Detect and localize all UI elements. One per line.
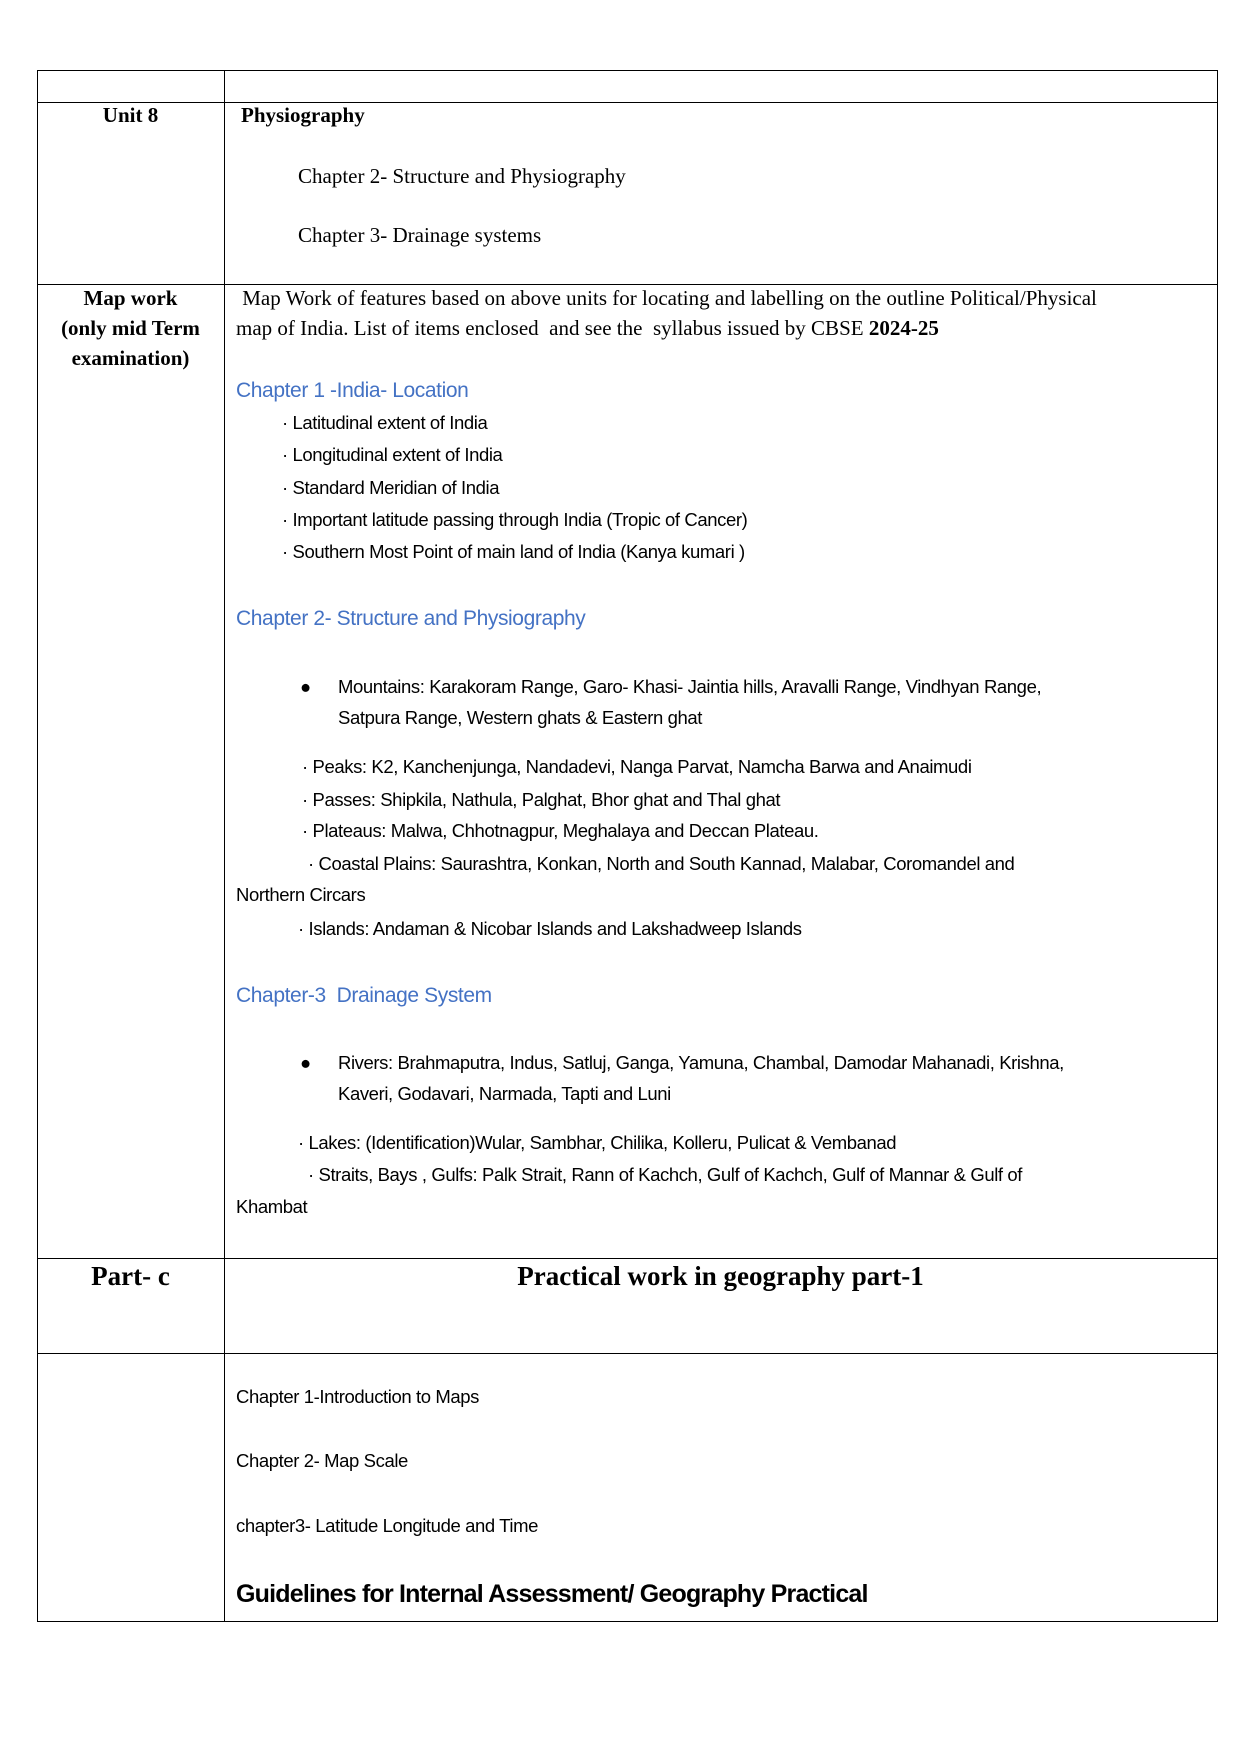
- list-item: · Peaks: K2, Kanchenjunga, Nandadevi, Nanga Parvat, Namcha Barwa and Anaimudi: [302, 756, 972, 777]
- bullet-icon: ●: [300, 676, 311, 697]
- map-work-label: (only mid Term: [61, 316, 200, 340]
- chapter-heading: Chapter 2- Structure and Physiography: [236, 607, 586, 630]
- part-title: Practical work in geography part-1: [517, 1261, 924, 1291]
- chapter-heading: Chapter 1 -India- Location: [236, 379, 469, 402]
- list-item: Khambat: [236, 1196, 308, 1217]
- row-divider: [37, 1353, 1218, 1354]
- list-item: · Straits, Bays , Gulfs: Palk Strait, Rann of Kachch, Gulf of Kachch, Gulf of Mannar & Gulf of: [308, 1164, 1023, 1185]
- bullet-icon: ●: [300, 1052, 311, 1073]
- list-item: Rivers: Brahmaputra, Indus, Satluj, Ganga, Yamuna, Chambal, Damodar Mahanadi, Krishna,: [338, 1052, 1064, 1073]
- row-divider: [37, 102, 1218, 103]
- map-work-label: examination): [71, 346, 190, 370]
- list-item: Mountains: Karakoram Range, Garo- Khasi- Jaintia hills, Aravalli Range, Vindhyan Range,: [338, 676, 1042, 697]
- list-item: · Important latitude passing through India (Tropic of Cancer): [282, 509, 748, 530]
- list-item: Kaveri, Godavari, Narmada, Tapti and Luni: [338, 1083, 671, 1104]
- list-item: · Plateaus: Malwa, Chhotnagpur, Meghalaya and Deccan Plateau.: [302, 820, 819, 841]
- list-item: · Coastal Plains: Saurashtra, Konkan, North and South Kannad, Malabar, Coromandel and: [308, 853, 1015, 874]
- list-item: · Longitudinal extent of India: [282, 444, 503, 465]
- chapter-heading: Chapter-3 Drainage System: [236, 984, 492, 1007]
- table-border-right: [1217, 70, 1218, 1621]
- row-divider: [37, 284, 1218, 285]
- table-border-top: [37, 70, 1218, 71]
- practical-chapter: chapter3- Latitude Longitude and Time: [236, 1515, 538, 1536]
- list-item: · Southern Most Point of main land of India (Kanya kumari ): [282, 541, 745, 562]
- row-divider: [37, 1258, 1218, 1259]
- unit-chapter: Chapter 2- Structure and Physiography: [298, 164, 626, 188]
- map-work-intro: [236, 318, 939, 339]
- practical-chapter: Chapter 2- Map Scale: [236, 1450, 408, 1471]
- list-item: · Lakes: (Identification)Wular, Sambhar, Chilika, Kolleru, Pulicat & Vembanad: [298, 1132, 897, 1153]
- unit-label: Unit 8: [102, 103, 159, 127]
- map-work-intro: Map Work of features based on above units for locating and labelling on the outline Political/Physical: [237, 286, 1097, 310]
- list-item: · Passes: Shipkila, Nathula, Palghat, Bhor ghat and Thal ghat: [302, 789, 781, 810]
- unit-chapter: Chapter 3- Drainage systems: [298, 223, 542, 247]
- table-border-bottom: [37, 1621, 1218, 1622]
- list-item: Satpura Range, Western ghats & Eastern ghat: [338, 707, 702, 728]
- unit-title: Physiography: [241, 103, 365, 127]
- part-label: Part- c: [91, 1261, 170, 1291]
- list-item: · Standard Meridian of India: [282, 477, 500, 498]
- guidelines-heading: Guidelines for Internal Assessment/ Geography Practical: [236, 1580, 868, 1608]
- list-item: · Islands: Andaman & Nicobar Islands and Lakshadweep Islands: [298, 918, 802, 939]
- intro-year: 2024-25: [868, 316, 939, 340]
- list-item: · Latitudinal extent of India: [282, 412, 488, 433]
- column-divider: [224, 70, 225, 1621]
- list-item: Northern Circars: [236, 884, 366, 905]
- practical-chapter: Chapter 1-Introduction to Maps: [236, 1386, 480, 1407]
- intro-text: map of India. List of items enclosed and see the syllabus issued by CBSE: [236, 316, 869, 340]
- map-work-label: Map work: [83, 286, 178, 310]
